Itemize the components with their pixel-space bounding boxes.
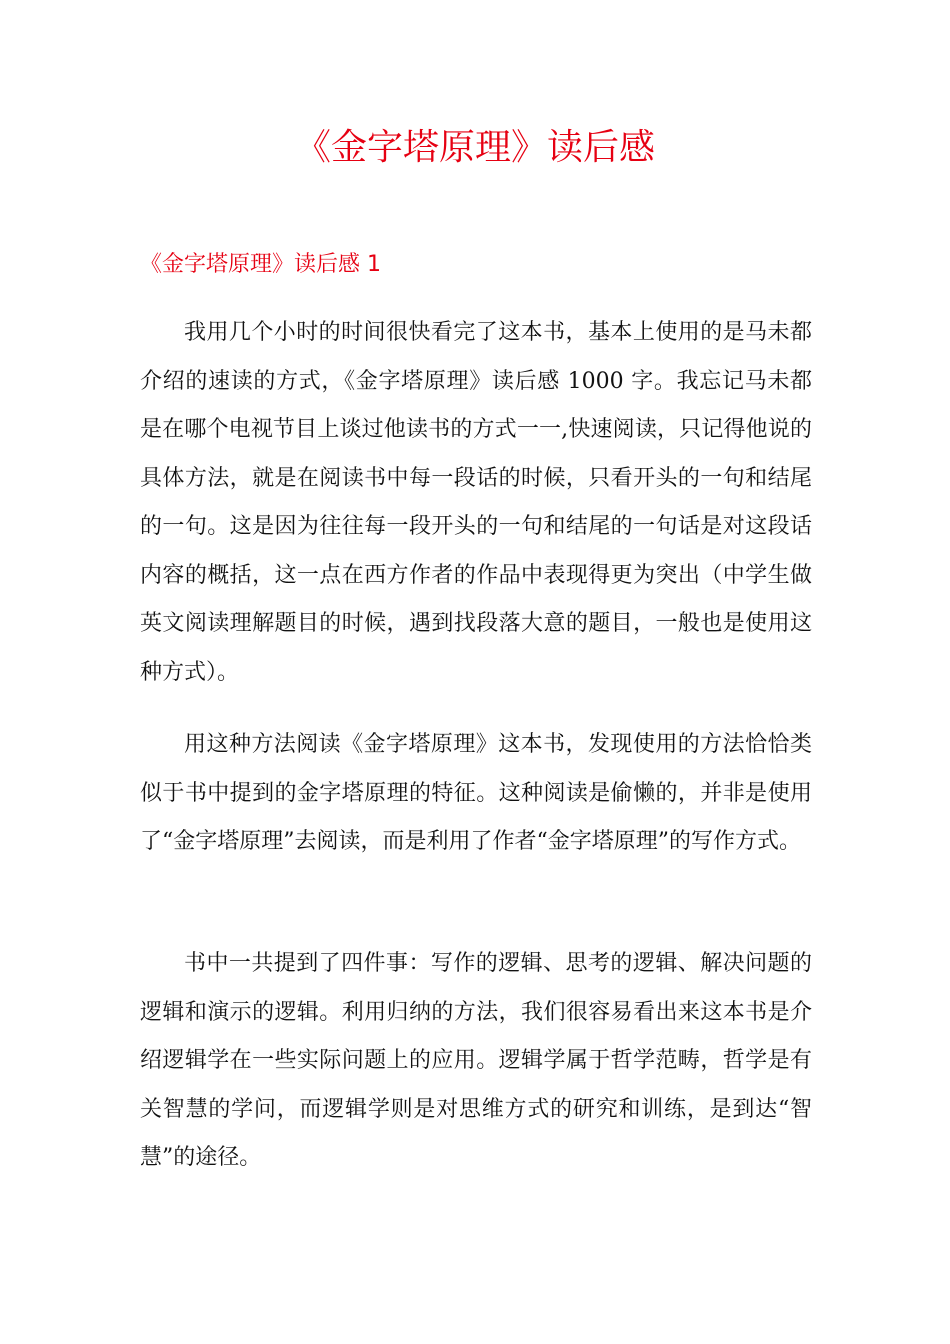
paragraph-2: 用这种方法阅读《金字塔原理》这本书，发现使用的方法恰恰类似于书中提到的金字塔原理的特征。这种阅读是偷懒的，并非是使用了“金字塔原理”去阅读，而是利用了作者“金字塔原理”的写作方式。 [140,732,812,854]
paragraph-1: 我用几个小时的时间很快看完了这本书，基本上使用的是马未都介绍的速读的方式，《金字塔原理》读后感 1000 字。我忘记马未都是在哪个电视节目上谈过他读书的方式一一,快速阅读，只记得他说的具体方法，就是在阅读书中每一段话的时候，只看开头的一句和结尾的一句。这是因为往往每一段开头的一句和结尾的一句话是对这段话内容的概括，这一点在西方作者的作品中表现得更为突出（中学生做英文阅读理解题目的时候，遇到找段落大意的题目，一般也是使用这种方式）。 [140,320,812,685]
section-heading: 《金字塔原理》读后感 1 [140,252,381,277]
document-title: 《金字塔原理》读后感 [294,127,655,168]
paragraph-3: 书中一共提到了四件事：写作的逻辑、思考的逻辑、解决问题的逻辑和演示的逻辑。利用归纳的方法，我们很容易看出来这本书是介绍逻辑学在一些实际问题上的应用。逻辑学属于哲学范畴，哲学是有关智慧的学问，而逻辑学则是对思维方式的研究和训练，是到达“智慧”的途径。 [140,951,812,1170]
